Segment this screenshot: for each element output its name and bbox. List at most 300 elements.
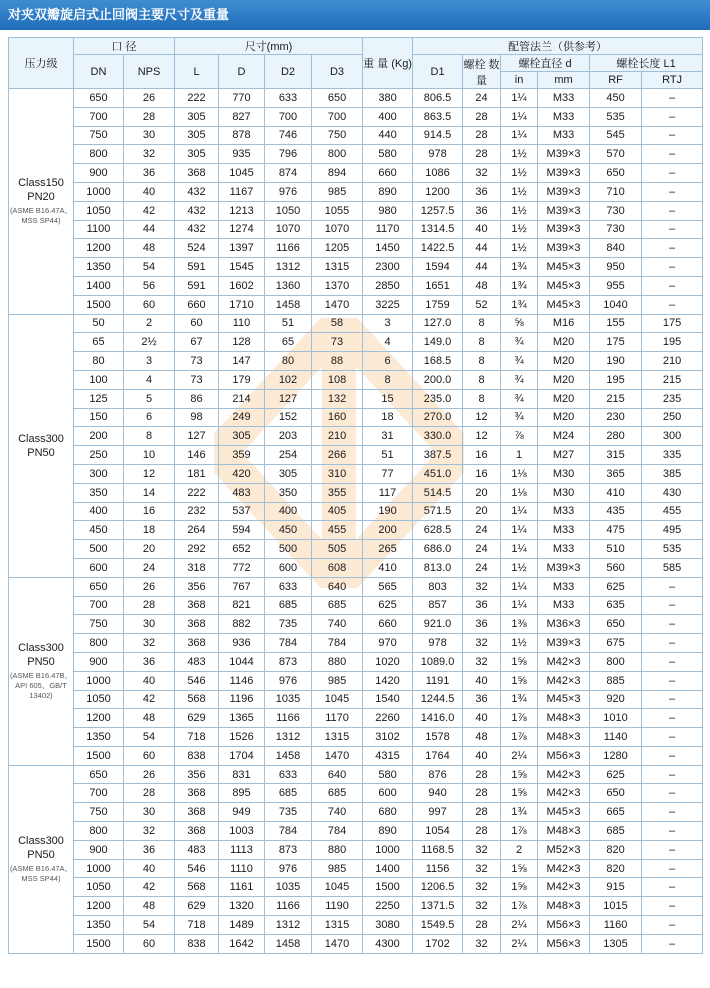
header-rf: RF: [590, 72, 642, 89]
cell-d1: 1314.5: [413, 220, 463, 239]
cell-dn: 250: [74, 446, 124, 465]
cell-weight: 15: [363, 389, 413, 408]
cell-d1: 803: [413, 577, 463, 596]
cell-l: 432: [175, 182, 219, 201]
cell-d: 1365: [219, 709, 265, 728]
cell-nps: 26: [124, 89, 175, 108]
cell-d1: 1702: [413, 934, 463, 953]
cell-nps: 48: [124, 709, 175, 728]
cell-d3: 88: [312, 352, 363, 371]
cell-rtj: –: [642, 934, 703, 953]
cell-bolt-in: 1¼: [501, 126, 538, 145]
cell-bolt-qty: 32: [463, 164, 501, 183]
cell-d2: 450: [265, 521, 312, 540]
cell-d3: 355: [312, 483, 363, 502]
cell-l: 568: [175, 878, 219, 897]
cell-rtj: –: [642, 220, 703, 239]
cell-bolt-mm: M33: [538, 107, 590, 126]
cell-bolt-in: 1¾: [501, 258, 538, 277]
cell-d3: 784: [312, 634, 363, 653]
cell-bolt-mm: M33: [538, 521, 590, 540]
cell-rf: 1040: [590, 295, 642, 314]
cell-d2: 735: [265, 803, 312, 822]
class-standard: (ASME B16.47A、MSS SP44): [9, 206, 73, 226]
cell-bolt-mm: M33: [538, 540, 590, 559]
table-row: [9, 182, 703, 201]
cell-d1: 270.0: [413, 408, 463, 427]
class-name: Class300: [18, 432, 64, 445]
cell-rf: 1015: [590, 897, 642, 916]
cell-rf: 195: [590, 370, 642, 389]
cell-d: 1167: [219, 182, 265, 201]
cell-bolt-qty: 20: [463, 502, 501, 521]
cell-bolt-mm: M20: [538, 370, 590, 389]
cell-rf: 190: [590, 352, 642, 371]
cell-nps: 36: [124, 164, 175, 183]
cell-dn: 1350: [74, 916, 124, 935]
cell-bolt-in: 1¼: [501, 502, 538, 521]
table-row: [9, 389, 703, 408]
cell-dn: 800: [74, 145, 124, 164]
table-row: [9, 145, 703, 164]
cell-nps: 26: [124, 765, 175, 784]
cell-l: 356: [175, 577, 219, 596]
cell-dn: 50: [74, 314, 124, 333]
cell-d2: 1035: [265, 690, 312, 709]
cell-bolt-in: 1⅞: [501, 822, 538, 841]
cell-weight: 1540: [363, 690, 413, 709]
cell-nps: 5: [124, 389, 175, 408]
cell-bolt-qty: 28: [463, 803, 501, 822]
cell-rtj: –: [642, 671, 703, 690]
cell-d2: 1166: [265, 709, 312, 728]
cell-rtj: 455: [642, 502, 703, 521]
cell-bolt-qty: 24: [463, 521, 501, 540]
cell-nps: 40: [124, 671, 175, 690]
cell-nps: 54: [124, 916, 175, 935]
cell-dn: 1000: [74, 182, 124, 201]
cell-bolt-in: 1¼: [501, 596, 538, 615]
cell-weight: 2250: [363, 897, 413, 916]
cell-rtj: –: [642, 765, 703, 784]
cell-d1: 628.5: [413, 521, 463, 540]
cell-nps: 30: [124, 126, 175, 145]
cell-bolt-mm: M42×3: [538, 765, 590, 784]
cell-d: 1704: [219, 746, 265, 765]
cell-l: 432: [175, 220, 219, 239]
cell-d3: 1055: [312, 201, 363, 220]
cell-bolt-in: 1¼: [501, 540, 538, 559]
cell-d1: 1244.5: [413, 690, 463, 709]
class-name: Class300: [18, 835, 64, 848]
cell-bolt-qty: 44: [463, 239, 501, 258]
cell-bolt-mm: M27: [538, 446, 590, 465]
cell-weight: 680: [363, 803, 413, 822]
cell-d: 827: [219, 107, 265, 126]
cell-rf: 665: [590, 803, 642, 822]
table-row: [9, 765, 703, 784]
cell-nps: 20: [124, 540, 175, 559]
cell-d3: 985: [312, 859, 363, 878]
cell-d: 1710: [219, 295, 265, 314]
cell-d: 1526: [219, 728, 265, 747]
cell-rtj: –: [642, 746, 703, 765]
cell-dn: 200: [74, 427, 124, 446]
pressure-class-cell: [9, 89, 74, 315]
cell-bolt-mm: M48×3: [538, 709, 590, 728]
table-row: [9, 502, 703, 521]
cell-nps: 16: [124, 502, 175, 521]
cell-rf: 1305: [590, 934, 642, 953]
cell-bolt-qty: 24: [463, 89, 501, 108]
cell-bolt-in: 1⅞: [501, 728, 538, 747]
cell-weight: 2260: [363, 709, 413, 728]
header-nps: NPS: [124, 55, 175, 89]
cell-nps: 36: [124, 652, 175, 671]
cell-d: 1146: [219, 671, 265, 690]
cell-d2: 127: [265, 389, 312, 408]
cell-l: 718: [175, 916, 219, 935]
cell-l: 368: [175, 596, 219, 615]
cell-d2: 600: [265, 558, 312, 577]
cell-bolt-qty: 8: [463, 314, 501, 333]
cell-d: 1397: [219, 239, 265, 258]
table-row: [9, 540, 703, 559]
cell-bolt-mm: M30: [538, 483, 590, 502]
cell-nps: 32: [124, 634, 175, 653]
cell-d1: 235.0: [413, 389, 463, 408]
cell-l: 73: [175, 370, 219, 389]
cell-bolt-mm: M20: [538, 352, 590, 371]
header-bolt-qty: 螺栓 数量: [463, 55, 501, 89]
cell-bolt-qty: 28: [463, 916, 501, 935]
cell-bolt-mm: M39×3: [538, 201, 590, 220]
cell-bolt-in: 1¼: [501, 89, 538, 108]
cell-weight: 190: [363, 502, 413, 521]
pressure-class-cell: [9, 314, 74, 577]
class-pn: PN50: [27, 849, 55, 862]
table-row: [9, 840, 703, 859]
cell-rf: 315: [590, 446, 642, 465]
cell-bolt-qty: 48: [463, 728, 501, 747]
cell-d2: 976: [265, 671, 312, 690]
cell-l: 73: [175, 352, 219, 371]
cell-d1: 387.5: [413, 446, 463, 465]
cell-d: 110: [219, 314, 265, 333]
cell-rtj: 430: [642, 483, 703, 502]
cell-d1: 1200: [413, 182, 463, 201]
cell-nps: 4: [124, 370, 175, 389]
cell-bolt-qty: 28: [463, 765, 501, 784]
cell-rtj: –: [642, 596, 703, 615]
cell-l: 146: [175, 446, 219, 465]
cell-d: 1045: [219, 164, 265, 183]
cell-d1: 1168.5: [413, 840, 463, 859]
pressure-class-cell: [9, 577, 74, 765]
cell-dn: 1050: [74, 201, 124, 220]
cell-bolt-qty: 28: [463, 822, 501, 841]
cell-bolt-mm: M42×3: [538, 859, 590, 878]
cell-d: 882: [219, 615, 265, 634]
cell-bolt-in: ¾: [501, 408, 538, 427]
cell-bolt-in: 1⅝: [501, 671, 538, 690]
cell-bolt-mm: M39×3: [538, 558, 590, 577]
cell-l: 98: [175, 408, 219, 427]
cell-rtj: –: [642, 239, 703, 258]
class-standard: (ASME B16.47A、MSS SP44): [9, 864, 73, 884]
cell-bolt-in: 1¾: [501, 295, 538, 314]
cell-rf: 1010: [590, 709, 642, 728]
header-in: in: [501, 72, 538, 89]
cell-d2: 735: [265, 615, 312, 634]
cell-d2: 1312: [265, 258, 312, 277]
cell-d3: 685: [312, 596, 363, 615]
cell-bolt-qty: 32: [463, 577, 501, 596]
cell-d1: 330.0: [413, 427, 463, 446]
cell-l: 356: [175, 765, 219, 784]
cell-d2: 746: [265, 126, 312, 145]
cell-dn: 1350: [74, 258, 124, 277]
cell-d2: 1035: [265, 878, 312, 897]
cell-bolt-qty: 12: [463, 408, 501, 427]
cell-bolt-in: 1⅝: [501, 878, 538, 897]
cell-rtj: –: [642, 822, 703, 841]
cell-nps: 14: [124, 483, 175, 502]
cell-dn: 1500: [74, 746, 124, 765]
table-row: [9, 220, 703, 239]
cell-d3: 700: [312, 107, 363, 126]
cell-rtj: –: [642, 182, 703, 201]
cell-rf: 450: [590, 89, 642, 108]
class-name: Class150: [18, 177, 64, 190]
cell-d2: 102: [265, 370, 312, 389]
cell-bolt-in: 1½: [501, 239, 538, 258]
cell-bolt-in: 2¼: [501, 916, 538, 935]
cell-rf: 820: [590, 859, 642, 878]
table-row: [9, 258, 703, 277]
cell-rf: 155: [590, 314, 642, 333]
cell-rf: 820: [590, 840, 642, 859]
cell-rtj: –: [642, 107, 703, 126]
cell-bolt-qty: 32: [463, 840, 501, 859]
table-row: [9, 295, 703, 314]
cell-d1: 514.5: [413, 483, 463, 502]
class-name: Class300: [18, 642, 64, 655]
cell-bolt-mm: M45×3: [538, 258, 590, 277]
cell-bolt-mm: M20: [538, 333, 590, 352]
cell-dn: 1350: [74, 728, 124, 747]
cell-bolt-mm: M16: [538, 314, 590, 333]
cell-nps: 44: [124, 220, 175, 239]
cell-d1: 921.0: [413, 615, 463, 634]
cell-d1: 1206.5: [413, 878, 463, 897]
header-bolt-len: 螺栓长度 L1: [590, 55, 703, 72]
cell-bolt-in: 1⅜: [501, 615, 538, 634]
cell-weight: 565: [363, 577, 413, 596]
cell-nps: 30: [124, 803, 175, 822]
cell-bolt-in: 1: [501, 446, 538, 465]
table-row: [9, 634, 703, 653]
table-row: [9, 201, 703, 220]
cell-bolt-qty: 16: [463, 464, 501, 483]
cell-d: 214: [219, 389, 265, 408]
cell-bolt-mm: M33: [538, 502, 590, 521]
cell-rtj: –: [642, 916, 703, 935]
cell-rf: 920: [590, 690, 642, 709]
cell-rf: 685: [590, 822, 642, 841]
cell-bolt-mm: M56×3: [538, 934, 590, 953]
cell-d: 537: [219, 502, 265, 521]
cell-d1: 997: [413, 803, 463, 822]
cell-d2: 1050: [265, 201, 312, 220]
cell-bolt-in: 1¼: [501, 577, 538, 596]
cell-d2: 1312: [265, 728, 312, 747]
cell-weight: 1020: [363, 652, 413, 671]
cell-d: 1196: [219, 690, 265, 709]
cell-weight: 4: [363, 333, 413, 352]
cell-bolt-qty: 8: [463, 370, 501, 389]
cell-dn: 650: [74, 765, 124, 784]
cell-weight: 1450: [363, 239, 413, 258]
cell-d1: 686.0: [413, 540, 463, 559]
cell-rf: 560: [590, 558, 642, 577]
cell-bolt-in: 1⅝: [501, 652, 538, 671]
header-dn: DN: [74, 55, 124, 89]
table-row: [9, 352, 703, 371]
cell-l: 838: [175, 934, 219, 953]
cell-nps: 18: [124, 521, 175, 540]
cell-d: 1274: [219, 220, 265, 239]
cell-d3: 1045: [312, 690, 363, 709]
table-row: [9, 577, 703, 596]
table-row: [9, 803, 703, 822]
cell-d1: 1578: [413, 728, 463, 747]
cell-d2: 1312: [265, 916, 312, 935]
cell-weight: 3225: [363, 295, 413, 314]
cell-dn: 1500: [74, 934, 124, 953]
cell-bolt-mm: M39×3: [538, 634, 590, 653]
cell-rtj: 535: [642, 540, 703, 559]
cell-rtj: –: [642, 126, 703, 145]
cell-l: 86: [175, 389, 219, 408]
cell-weight: 660: [363, 164, 413, 183]
cell-d3: 740: [312, 803, 363, 822]
cell-rtj: 235: [642, 389, 703, 408]
cell-l: 368: [175, 784, 219, 803]
cell-l: 127: [175, 427, 219, 446]
table-row: [9, 446, 703, 465]
cell-weight: 200: [363, 521, 413, 540]
cell-rf: 1160: [590, 916, 642, 935]
cell-rf: 365: [590, 464, 642, 483]
cell-d2: 873: [265, 652, 312, 671]
cell-d: 305: [219, 427, 265, 446]
cell-d2: 633: [265, 765, 312, 784]
cell-bolt-qty: 32: [463, 897, 501, 916]
cell-d: 1489: [219, 916, 265, 935]
cell-rtj: 250: [642, 408, 703, 427]
cell-d: 594: [219, 521, 265, 540]
cell-d: 1320: [219, 897, 265, 916]
cell-bolt-qty: 36: [463, 690, 501, 709]
cell-d1: 571.5: [413, 502, 463, 521]
cell-d: 1602: [219, 276, 265, 295]
cell-rtj: –: [642, 615, 703, 634]
cell-rf: 885: [590, 671, 642, 690]
cell-nps: 54: [124, 258, 175, 277]
cell-dn: 800: [74, 822, 124, 841]
class-pn: PN50: [27, 656, 55, 669]
cell-d2: 685: [265, 596, 312, 615]
cell-d1: 1594: [413, 258, 463, 277]
class-pn: PN20: [27, 191, 55, 204]
cell-l: 546: [175, 671, 219, 690]
cell-d3: 1315: [312, 728, 363, 747]
cell-bolt-mm: M56×3: [538, 746, 590, 765]
cell-rtj: –: [642, 803, 703, 822]
cell-d3: 985: [312, 671, 363, 690]
cell-rtj: –: [642, 89, 703, 108]
cell-nps: 6: [124, 408, 175, 427]
header-bolt-dia: 螺栓直径 d: [501, 55, 590, 72]
cell-rf: 650: [590, 615, 642, 634]
cell-d3: 132: [312, 389, 363, 408]
cell-d1: 451.0: [413, 464, 463, 483]
cell-weight: 117: [363, 483, 413, 502]
cell-d2: 784: [265, 634, 312, 653]
cell-weight: 3: [363, 314, 413, 333]
cell-d3: 1070: [312, 220, 363, 239]
cell-l: 432: [175, 201, 219, 220]
cell-bolt-qty: 36: [463, 596, 501, 615]
cell-bolt-qty: 32: [463, 859, 501, 878]
cell-dn: 900: [74, 840, 124, 859]
cell-d2: 976: [265, 859, 312, 878]
cell-d2: 400: [265, 502, 312, 521]
cell-d1: 1089.0: [413, 652, 463, 671]
cell-rf: 800: [590, 652, 642, 671]
table-row: [9, 464, 703, 483]
cell-d: 821: [219, 596, 265, 615]
cell-dn: 1050: [74, 690, 124, 709]
cell-d1: 1651: [413, 276, 463, 295]
cell-nps: 26: [124, 577, 175, 596]
cell-bolt-in: 1½: [501, 182, 538, 201]
cell-rf: 730: [590, 220, 642, 239]
cell-d1: 1549.5: [413, 916, 463, 935]
cell-bolt-mm: M42×3: [538, 671, 590, 690]
table-row: [9, 333, 703, 352]
cell-nps: 30: [124, 615, 175, 634]
cell-weight: 580: [363, 145, 413, 164]
cell-bolt-mm: M39×3: [538, 220, 590, 239]
cell-d: 878: [219, 126, 265, 145]
cell-rtj: 195: [642, 333, 703, 352]
table-row: [9, 483, 703, 502]
cell-rtj: –: [642, 709, 703, 728]
cell-bolt-in: 1½: [501, 201, 538, 220]
cell-d3: 73: [312, 333, 363, 352]
cell-dn: 80: [74, 352, 124, 371]
cell-d1: 813.0: [413, 558, 463, 577]
cell-rtj: –: [642, 258, 703, 277]
cell-d: 895: [219, 784, 265, 803]
cell-bolt-in: ¾: [501, 370, 538, 389]
table-row: [9, 934, 703, 953]
cell-rtj: –: [642, 276, 703, 295]
cell-rf: 625: [590, 765, 642, 784]
header-dims: 尺寸(mm): [175, 38, 363, 55]
